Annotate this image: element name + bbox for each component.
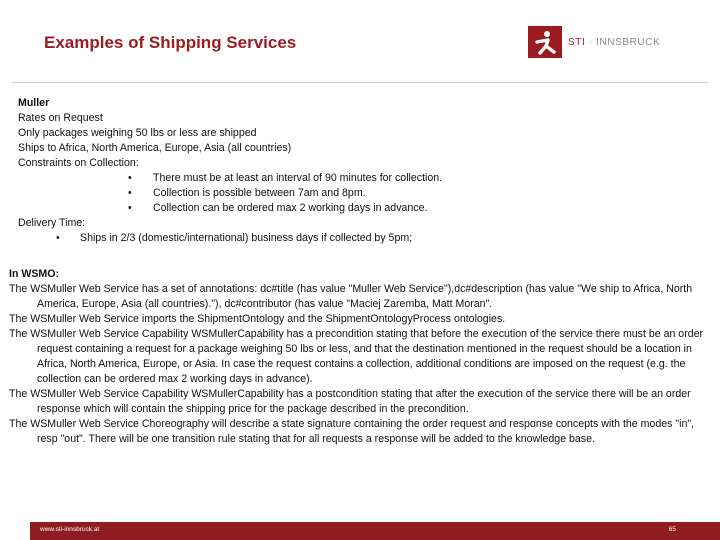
service-name: Muller [18, 97, 50, 109]
constraint-item [18, 171, 698, 186]
constraint-text: Collection can be ordered max 2 working days in advance. [153, 202, 428, 214]
sti-logo-icon [528, 26, 562, 58]
wsmo-paragraph: The WSMuller Web Service Choreography will describe a state signature containing the order request and response concepts with the modes "in", resp "out". There will be one transition rule stating that for all requests a response will be added to the knowledge base. [9, 418, 695, 445]
logo-name: INNSBRUCK [596, 36, 661, 48]
footer-bar [30, 522, 720, 540]
page-number: 65 [668, 526, 676, 533]
sti-innsbruck-logo [528, 26, 660, 58]
logo-wordmark [568, 37, 660, 48]
wsmo-paragraph: The WSMuller Web Service imports the ShipmentOntology and the ShipmentOntologyProcess ontologies. [9, 313, 506, 325]
delivery-label: Delivery Time: [18, 217, 86, 229]
wsmo-paragraph: The WSMuller Web Service has a set of annotations: dc#title (has value "Muller Web Service"),dc#description (has value "We ship to Africa, North America, Europe, Asia (all countries)."), dc#contributor (has value "Maciej Zaremba, Matt Moran". [9, 283, 693, 310]
wsmo-paragraph: The WSMuller Web Service Capability WSMullerCapability has a postcondition stating that after the execution of the service there will be an order response which will contain the shipping price for the package described in the precondition. [9, 388, 691, 415]
bullet-icon: • [128, 172, 132, 184]
constraint-item [18, 186, 698, 201]
delivery-item [18, 231, 698, 246]
logo-separator: · [585, 36, 597, 48]
bullet-icon: • [56, 232, 60, 244]
slide-title: Examples of Shipping Services [44, 33, 297, 52]
service-line: Constraints on Collection: [18, 157, 139, 169]
wsmo-heading: In WSMO: [9, 268, 60, 280]
service-line: Ships to Africa, North America, Europe, Asia (all countries) [18, 142, 292, 154]
header-divider [12, 82, 708, 83]
service-line: Only packages weighing 50 lbs or less are shipped [18, 127, 257, 139]
wsmo-section [9, 267, 715, 447]
delivery-text: Ships in 2/3 (domestic/international) business days if collected by 5pm; [80, 232, 413, 244]
bullet-icon: • [128, 187, 132, 199]
service-line: Rates on Request [18, 112, 103, 124]
footer-url[interactable]: www.sti-innsbruck.at [40, 526, 100, 533]
service-description [18, 96, 698, 246]
constraint-text: Collection is possible between 7am and 8pm. [153, 187, 366, 199]
wsmo-paragraph: The WSMuller Web Service Capability WSMullerCapability has a precondition stating that before the execution of the service there must be an order request containing a request for a package weighing 50 lbs or less, and that the destination mentioned in the request should be a location in Africa, North America, Europe, or Asia. In case the request contains a collection, additional conditions are imposed on the request (e.g. the collection can be ordered max 2 working days in advance). [9, 328, 704, 385]
bullet-icon: • [128, 202, 132, 214]
constraint-item [18, 201, 698, 216]
constraint-text: There must be at least an interval of 90 minutes for collection. [153, 172, 443, 184]
logo-brand: STI [568, 36, 586, 48]
